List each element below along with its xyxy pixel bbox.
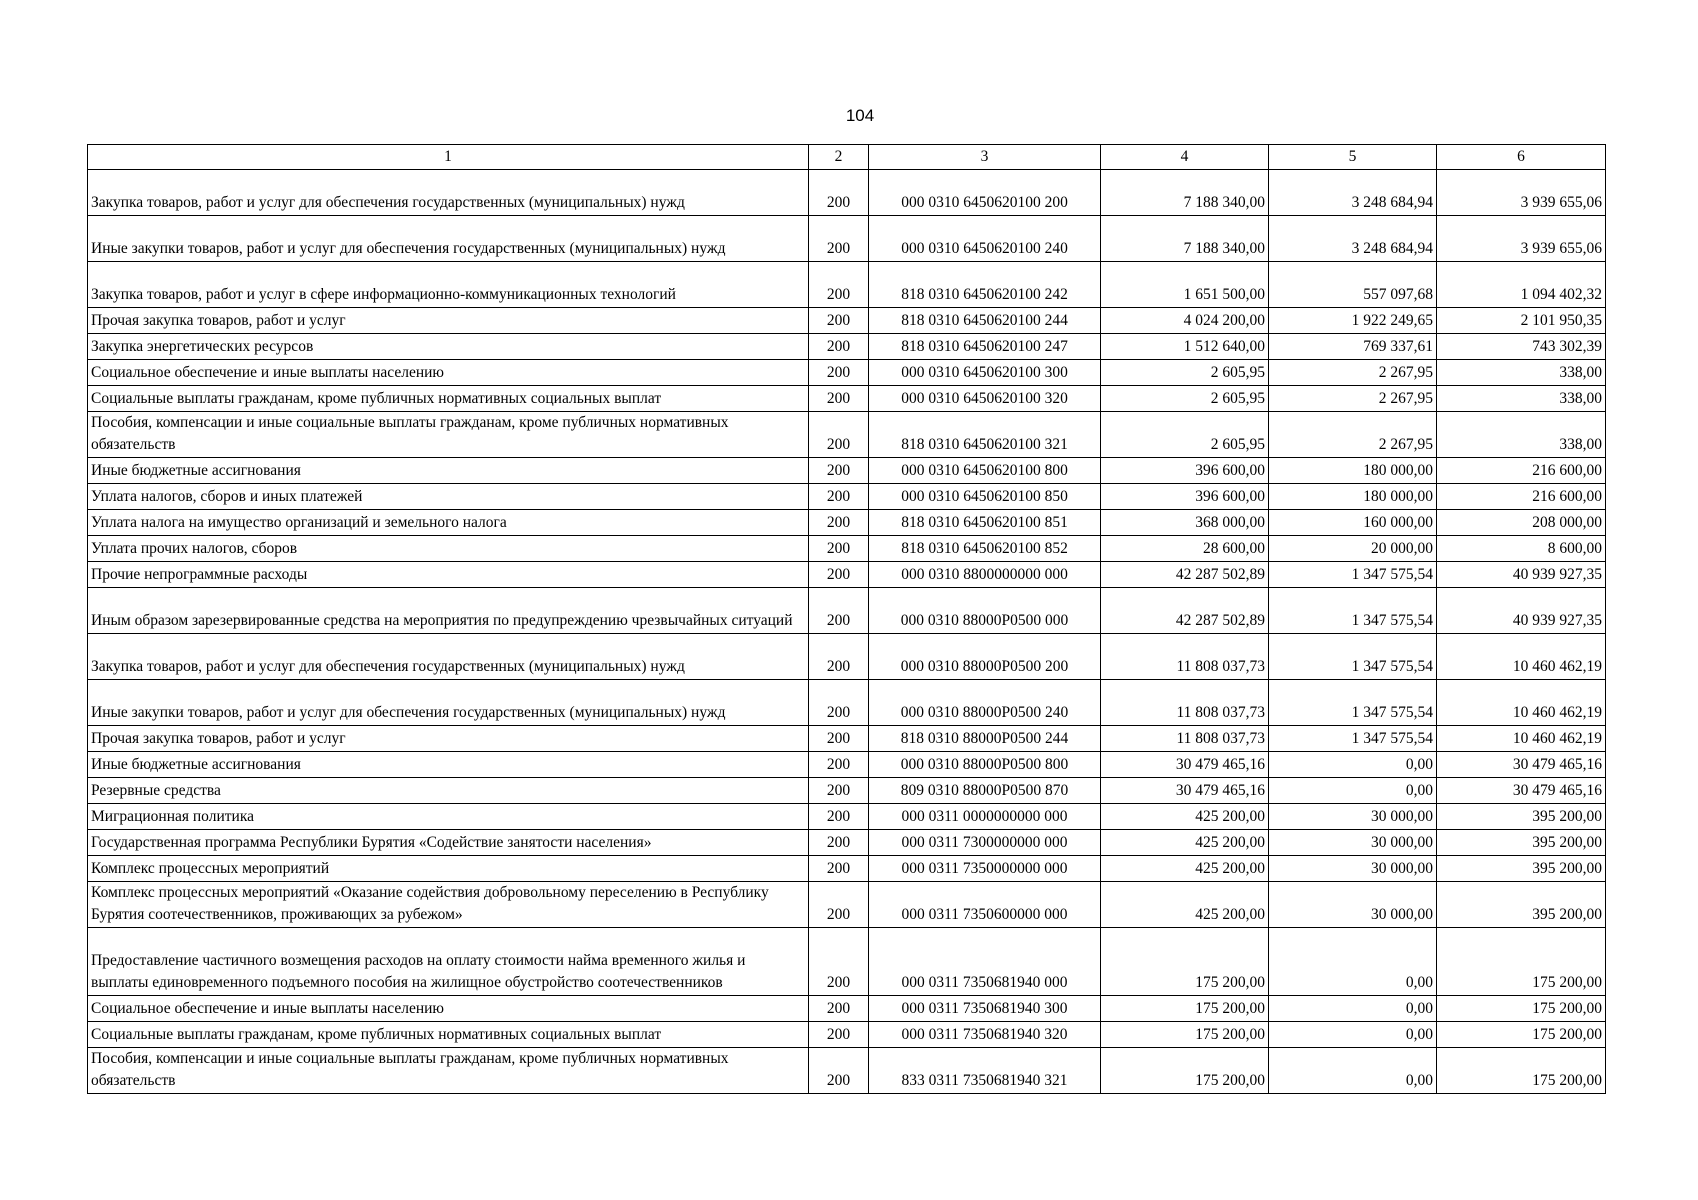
- row-line-code-cell: 200: [809, 830, 869, 856]
- row-line-code-cell: 200: [809, 588, 869, 634]
- row-line-code-cell: 200: [809, 778, 869, 804]
- row-value-cell: 10 460 462,19: [1437, 680, 1606, 726]
- table-header-row: [88, 145, 1606, 170]
- row-line-code-cell: 200: [809, 562, 869, 588]
- row-value-cell: 40 939 927,35: [1437, 588, 1606, 634]
- table-row: [88, 510, 1606, 536]
- row-value-cell: 557 097,68: [1269, 262, 1437, 308]
- row-line-code-cell: 200: [809, 536, 869, 562]
- row-name-cell: Комплекс процессных мероприятий «Оказание содействия добровольному переселению в Республику Бурятия соотечественников, проживающих за рубежом»: [88, 882, 809, 928]
- table-row: [88, 996, 1606, 1022]
- row-name-cell: Уплата прочих налогов, сборов: [88, 536, 809, 562]
- row-value-cell: 11 808 037,73: [1101, 634, 1269, 680]
- row-line-code-cell: 200: [809, 996, 869, 1022]
- column-header: 1: [88, 145, 809, 170]
- row-value-cell: 30 479 465,16: [1101, 778, 1269, 804]
- row-name-cell: Прочие непрограммные расходы: [88, 562, 809, 588]
- row-name-cell: Прочая закупка товаров, работ и услуг: [88, 308, 809, 334]
- table-row: [88, 882, 1606, 928]
- row-value-cell: 1 094 402,32: [1437, 262, 1606, 308]
- row-name-cell: Закупка энергетических ресурсов: [88, 334, 809, 360]
- table-row: [88, 386, 1606, 412]
- table-row: [88, 536, 1606, 562]
- row-line-code-cell: 200: [809, 680, 869, 726]
- row-line-code-cell: 200: [809, 262, 869, 308]
- row-value-cell: 30 000,00: [1269, 830, 1437, 856]
- row-value-cell: 1 922 249,65: [1269, 308, 1437, 334]
- table-row: [88, 856, 1606, 882]
- row-line-code-cell: 200: [809, 856, 869, 882]
- row-line-code-cell: 200: [809, 216, 869, 262]
- row-line-code-cell: 200: [809, 484, 869, 510]
- row-line-code-cell: 200: [809, 334, 869, 360]
- row-value-cell: 10 460 462,19: [1437, 634, 1606, 680]
- page-number: 104: [845, 106, 875, 125]
- row-value-cell: 1 347 575,54: [1269, 588, 1437, 634]
- row-classification-code-cell: 000 0310 6450620100 800: [869, 458, 1101, 484]
- table-row: [88, 562, 1606, 588]
- row-line-code-cell: 200: [809, 360, 869, 386]
- row-classification-code-cell: 000 0310 6450620100 320: [869, 386, 1101, 412]
- row-value-cell: 1 512 640,00: [1101, 334, 1269, 360]
- column-header: 3: [869, 145, 1101, 170]
- row-value-cell: 395 200,00: [1437, 882, 1606, 928]
- row-line-code-cell: 200: [809, 386, 869, 412]
- row-name-cell: Закупка товаров, работ и услуг в сфере информационно-коммуникационных технологий: [88, 262, 809, 308]
- row-value-cell: 3 939 655,06: [1437, 216, 1606, 262]
- row-value-cell: 395 200,00: [1437, 804, 1606, 830]
- row-value-cell: 1 651 500,00: [1101, 262, 1269, 308]
- row-name-cell: Комплекс процессных мероприятий: [88, 856, 809, 882]
- row-value-cell: 30 479 465,16: [1437, 752, 1606, 778]
- row-value-cell: 175 200,00: [1101, 996, 1269, 1022]
- row-value-cell: 2 267,95: [1269, 412, 1437, 458]
- row-classification-code-cell: 833 0311 7350681940 321: [869, 1048, 1101, 1094]
- row-classification-code-cell: 000 0310 6450620100 200: [869, 170, 1101, 216]
- row-classification-code-cell: 818 0310 6450620100 321: [869, 412, 1101, 458]
- row-value-cell: 0,00: [1269, 778, 1437, 804]
- row-classification-code-cell: 000 0311 7350681940 320: [869, 1022, 1101, 1048]
- row-line-code-cell: 200: [809, 634, 869, 680]
- table-row: [88, 634, 1606, 680]
- row-classification-code-cell: 809 0310 88000P0500 870: [869, 778, 1101, 804]
- row-value-cell: 175 200,00: [1437, 1048, 1606, 1094]
- row-name-cell: Закупка товаров, работ и услуг для обеспечения государственных (муниципальных) нужд: [88, 170, 809, 216]
- row-name-cell: Предоставление частичного возмещения расходов на оплату стоимости найма временного жилья и выплаты единовременного подъемного пособия на жилищное обустройство соотечественников: [88, 928, 809, 996]
- row-value-cell: 2 605,95: [1101, 360, 1269, 386]
- row-classification-code-cell: 000 0310 6450620100 850: [869, 484, 1101, 510]
- row-name-cell: Социальные выплаты гражданам, кроме публичных нормативных социальных выплат: [88, 1022, 809, 1048]
- row-value-cell: 175 200,00: [1437, 928, 1606, 996]
- row-name-cell: Прочая закупка товаров, работ и услуг: [88, 726, 809, 752]
- table-row: [88, 360, 1606, 386]
- row-value-cell: 2 101 950,35: [1437, 308, 1606, 334]
- row-value-cell: 3 248 684,94: [1269, 216, 1437, 262]
- row-line-code-cell: 200: [809, 804, 869, 830]
- row-value-cell: 175 200,00: [1437, 1022, 1606, 1048]
- row-value-cell: 30 000,00: [1269, 856, 1437, 882]
- table-row: [88, 928, 1606, 996]
- table-row: [88, 262, 1606, 308]
- table-row: [88, 216, 1606, 262]
- row-value-cell: 7 188 340,00: [1101, 216, 1269, 262]
- row-line-code-cell: 200: [809, 412, 869, 458]
- table-row: [88, 308, 1606, 334]
- row-value-cell: 180 000,00: [1269, 484, 1437, 510]
- row-value-cell: 3 939 655,06: [1437, 170, 1606, 216]
- row-value-cell: 338,00: [1437, 386, 1606, 412]
- table-body: [88, 170, 1606, 1094]
- row-value-cell: 338,00: [1437, 360, 1606, 386]
- row-value-cell: 11 808 037,73: [1101, 680, 1269, 726]
- row-value-cell: 42 287 502,89: [1101, 588, 1269, 634]
- row-value-cell: 396 600,00: [1101, 458, 1269, 484]
- table-row: [88, 726, 1606, 752]
- row-value-cell: 3 248 684,94: [1269, 170, 1437, 216]
- row-name-cell: Уплата налогов, сборов и иных платежей: [88, 484, 809, 510]
- row-value-cell: 216 600,00: [1437, 458, 1606, 484]
- row-name-cell: Иные бюджетные ассигнования: [88, 458, 809, 484]
- row-name-cell: Иные закупки товаров, работ и услуг для обеспечения государственных (муниципальных) нужд: [88, 680, 809, 726]
- row-classification-code-cell: 818 0310 6450620100 247: [869, 334, 1101, 360]
- row-name-cell: Иным образом зарезервированные средства на мероприятия по предупреждению чрезвычайных ситуаций: [88, 588, 809, 634]
- row-value-cell: 0,00: [1269, 1022, 1437, 1048]
- column-header: 4: [1101, 145, 1269, 170]
- row-value-cell: 0,00: [1269, 752, 1437, 778]
- row-value-cell: 30 000,00: [1269, 882, 1437, 928]
- row-line-code-cell: 200: [809, 1048, 869, 1094]
- row-line-code-cell: 200: [809, 1022, 869, 1048]
- row-name-cell: Пособия, компенсации и иные социальные выплаты гражданам, кроме публичных нормативных обязательств: [88, 412, 809, 458]
- row-value-cell: 40 939 927,35: [1437, 562, 1606, 588]
- row-value-cell: 160 000,00: [1269, 510, 1437, 536]
- row-value-cell: 7 188 340,00: [1101, 170, 1269, 216]
- row-name-cell: Иные бюджетные ассигнования: [88, 752, 809, 778]
- row-name-cell: Социальные выплаты гражданам, кроме публичных нормативных социальных выплат: [88, 386, 809, 412]
- row-value-cell: 20 000,00: [1269, 536, 1437, 562]
- row-value-cell: 425 200,00: [1101, 856, 1269, 882]
- row-classification-code-cell: 818 0310 88000P0500 244: [869, 726, 1101, 752]
- row-classification-code-cell: 818 0310 6450620100 244: [869, 308, 1101, 334]
- row-line-code-cell: 200: [809, 510, 869, 536]
- row-line-code-cell: 200: [809, 458, 869, 484]
- table-row: [88, 412, 1606, 458]
- row-classification-code-cell: 000 0311 7350600000 000: [869, 882, 1101, 928]
- row-value-cell: 175 200,00: [1101, 1022, 1269, 1048]
- row-name-cell: Социальное обеспечение и иные выплаты населению: [88, 360, 809, 386]
- row-value-cell: 743 302,39: [1437, 334, 1606, 360]
- table-row: [88, 1048, 1606, 1094]
- row-classification-code-cell: 818 0310 6450620100 851: [869, 510, 1101, 536]
- row-value-cell: 208 000,00: [1437, 510, 1606, 536]
- column-header: 2: [809, 145, 869, 170]
- row-name-cell: Иные закупки товаров, работ и услуг для обеспечения государственных (муниципальных) нужд: [88, 216, 809, 262]
- row-line-code-cell: 200: [809, 928, 869, 996]
- row-value-cell: 1 347 575,54: [1269, 680, 1437, 726]
- row-value-cell: 4 024 200,00: [1101, 308, 1269, 334]
- row-value-cell: 180 000,00: [1269, 458, 1437, 484]
- row-classification-code-cell: 000 0311 7350681940 300: [869, 996, 1101, 1022]
- row-line-code-cell: 200: [809, 882, 869, 928]
- row-classification-code-cell: 000 0310 6450620100 240: [869, 216, 1101, 262]
- row-value-cell: 28 600,00: [1101, 536, 1269, 562]
- row-value-cell: 216 600,00: [1437, 484, 1606, 510]
- row-classification-code-cell: 000 0310 88000P0500 240: [869, 680, 1101, 726]
- row-value-cell: 30 479 465,16: [1101, 752, 1269, 778]
- table-row: [88, 752, 1606, 778]
- row-value-cell: 769 337,61: [1269, 334, 1437, 360]
- row-value-cell: 425 200,00: [1101, 804, 1269, 830]
- row-value-cell: 425 200,00: [1101, 882, 1269, 928]
- budget-table: [87, 144, 1606, 1094]
- row-value-cell: 1 347 575,54: [1269, 562, 1437, 588]
- table-row: [88, 680, 1606, 726]
- row-classification-code-cell: 000 0311 7350000000 000: [869, 856, 1101, 882]
- row-classification-code-cell: 818 0310 6450620100 242: [869, 262, 1101, 308]
- table-row: [88, 1022, 1606, 1048]
- row-line-code-cell: 200: [809, 752, 869, 778]
- row-value-cell: 395 200,00: [1437, 830, 1606, 856]
- row-value-cell: 1 347 575,54: [1269, 726, 1437, 752]
- row-classification-code-cell: 000 0311 7350681940 000: [869, 928, 1101, 996]
- table-row: [88, 588, 1606, 634]
- row-value-cell: 368 000,00: [1101, 510, 1269, 536]
- row-line-code-cell: 200: [809, 308, 869, 334]
- row-value-cell: 0,00: [1269, 996, 1437, 1022]
- row-value-cell: 175 200,00: [1437, 996, 1606, 1022]
- row-classification-code-cell: 000 0310 8800000000 000: [869, 562, 1101, 588]
- row-name-cell: Пособия, компенсации и иные социальные выплаты гражданам, кроме публичных нормативных обязательств: [88, 1048, 809, 1094]
- row-value-cell: 8 600,00: [1437, 536, 1606, 562]
- row-classification-code-cell: 000 0310 88000P0500 800: [869, 752, 1101, 778]
- row-value-cell: 10 460 462,19: [1437, 726, 1606, 752]
- row-name-cell: Резервные средства: [88, 778, 809, 804]
- table-row: [88, 778, 1606, 804]
- row-value-cell: 425 200,00: [1101, 830, 1269, 856]
- table-row: [88, 458, 1606, 484]
- row-value-cell: 2 605,95: [1101, 386, 1269, 412]
- row-line-code-cell: 200: [809, 170, 869, 216]
- row-classification-code-cell: 000 0310 88000P0500 200: [869, 634, 1101, 680]
- row-value-cell: 175 200,00: [1101, 1048, 1269, 1094]
- table-row: [88, 170, 1606, 216]
- row-value-cell: 0,00: [1269, 1048, 1437, 1094]
- row-name-cell: Миграционная политика: [88, 804, 809, 830]
- row-value-cell: 396 600,00: [1101, 484, 1269, 510]
- row-value-cell: 42 287 502,89: [1101, 562, 1269, 588]
- row-line-code-cell: 200: [809, 726, 869, 752]
- row-value-cell: 395 200,00: [1437, 856, 1606, 882]
- row-classification-code-cell: 000 0311 0000000000 000: [869, 804, 1101, 830]
- row-classification-code-cell: 818 0310 6450620100 852: [869, 536, 1101, 562]
- row-value-cell: 2 267,95: [1269, 386, 1437, 412]
- row-value-cell: 11 808 037,73: [1101, 726, 1269, 752]
- table-row: [88, 804, 1606, 830]
- row-value-cell: 30 000,00: [1269, 804, 1437, 830]
- table-row: [88, 484, 1606, 510]
- row-value-cell: 1 347 575,54: [1269, 634, 1437, 680]
- table-row: [88, 334, 1606, 360]
- table-row: [88, 830, 1606, 856]
- row-name-cell: Социальное обеспечение и иные выплаты населению: [88, 996, 809, 1022]
- row-classification-code-cell: 000 0310 88000P0500 000: [869, 588, 1101, 634]
- row-classification-code-cell: 000 0310 6450620100 300: [869, 360, 1101, 386]
- row-classification-code-cell: 000 0311 7300000000 000: [869, 830, 1101, 856]
- row-value-cell: 175 200,00: [1101, 928, 1269, 996]
- column-header: 6: [1437, 145, 1606, 170]
- row-name-cell: Уплата налога на имущество организаций и земельного налога: [88, 510, 809, 536]
- row-value-cell: 2 267,95: [1269, 360, 1437, 386]
- row-value-cell: 0,00: [1269, 928, 1437, 996]
- row-value-cell: 338,00: [1437, 412, 1606, 458]
- row-name-cell: Закупка товаров, работ и услуг для обеспечения государственных (муниципальных) нужд: [88, 634, 809, 680]
- row-value-cell: 30 479 465,16: [1437, 778, 1606, 804]
- column-header: 5: [1269, 145, 1437, 170]
- row-name-cell: Государственная программа Республики Бурятия «Содействие занятости населения»: [88, 830, 809, 856]
- row-value-cell: 2 605,95: [1101, 412, 1269, 458]
